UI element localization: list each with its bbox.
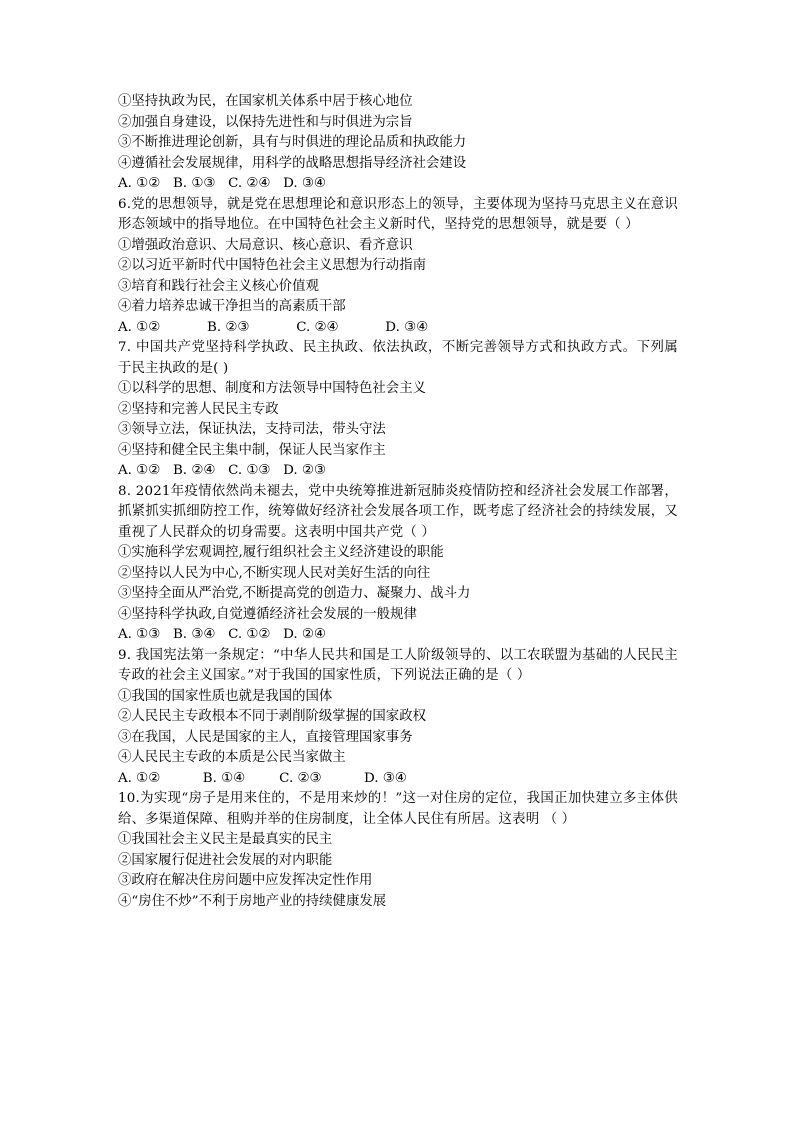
option-line: ②加强自身建设，以保持先进性和与时俱进为宗旨 <box>118 114 413 130</box>
option-line: ④着力培养忠诚干净担当的高素质干部 <box>118 299 346 314</box>
option-line: ①我国社会主义民主是最真实的民主 <box>118 832 333 847</box>
answer-choices: A. ①③ B. ③④ C. ①② D. ②④ <box>118 627 326 642</box>
question-10-stem: 10.为实现“房子是用来住的，不是用来炒的！”这一对住房的定位，我国正加快建立多主体供给、多渠道保障、租购并举的住房制度，让全体人民住有所居。这表明 （ ） <box>118 791 678 827</box>
answer-choices: A. ①② B. ①③ C. ②④ D. ③④ <box>118 176 326 191</box>
option-line: ③不断推进理论创新，具有与时俱进的理论品质和执政能力 <box>118 135 467 150</box>
option-line: ②国家履行促进社会发展的对内职能 <box>118 852 333 868</box>
option-line: ①我国的国家性质也就是我国的国体 <box>118 688 333 704</box>
question-content <box>118 92 678 912</box>
option-line: ①以科学的思想、制度和方法领导中国特色社会主义 <box>118 381 426 396</box>
question-6-stem: 6.党的思想领导，就是党在思想理论和意识形态上的领导，主要体现为坚持马克思主义在意识形态领域中的指导地位。在中国特色社会主义新时代，坚持党的思想领导，就是要（ ） <box>118 196 678 232</box>
option-line: ③在我国，人民是国家的主人，直接管理国家事务 <box>118 729 413 745</box>
option-line: ④“房住不炒”不利于房地产业的持续健康发展 <box>118 893 387 909</box>
question-8-stem: 8. 2021年疫情依然尚未褪去，党中央统筹推进新冠肺炎疫情防控和经济社会发展工作部署，抓紧抓实抓细防控工作，统筹做好经济社会发展各项工作，既考虑了经济社会的持续发展，又重视了人民群众的切身需要。这表明中国共产党（ ） <box>118 483 678 540</box>
option-line: ④人民民主专政的本质是公民当家做主 <box>118 750 346 765</box>
answer-choices: A. ①② B. ②④ C. ①③ D. ②③ <box>118 463 326 478</box>
question-9-stem: 9. 我国宪法第一条规定：“中华人民共和国是工人阶级领导的、以工农联盟为基础的人民民主专政的社会主义国家。”对于我国的国家性质，下列说法正确的是（ ） <box>118 647 678 683</box>
option-line: ①实施科学宏观调控,履行组织社会主义经济建设的职能 <box>118 545 444 560</box>
option-line: ②坚持和完善人民民主专政 <box>118 401 279 417</box>
question-7-stem: 7. 中国共产党坚持科学执政、民主执政、依法执政，不断完善领导方式和执政方式。下列属于民主执政的是( ) <box>118 340 678 376</box>
option-line: ③政府在解决住房问题中应发挥决定性作用 <box>118 873 373 888</box>
option-line: ③坚持全面从严治党,不断提高党的创造力、凝聚力、战斗力 <box>118 586 471 601</box>
option-line: ④坚持和健全民主集中制，保证人民当家作主 <box>118 442 386 458</box>
option-line: ④遵循社会发展规律，用科学的战略思想指导经济社会建设 <box>118 155 467 171</box>
answer-choices: A. ①② B. ①④ C. ②③ D. ③④ <box>118 770 407 786</box>
option-line: ①坚持执政为民，在国家机关体系中居于核心地位 <box>118 94 413 109</box>
answer-choices: A. ①② B. ②③ C. ②④ D. ③④ <box>118 319 429 335</box>
option-line: ②坚持以人民为中心,不断实现人民对美好生活的向往 <box>118 565 431 581</box>
option-line: ③培育和践行社会主义核心价值观 <box>118 278 319 294</box>
option-line: ③领导立法，保证执法，支持司法，带头守法 <box>118 422 386 437</box>
option-line: ②人民民主专政根本不同于剥削阶级掌握的国家政权 <box>118 709 426 724</box>
option-line: ①增强政治意识、大局意识、核心意识、看齐意识 <box>118 237 413 253</box>
option-line: ④坚持科学执政,自觉遵循经济社会发展的一般规律 <box>118 606 417 622</box>
option-line: ②以习近平新时代中国特色社会主义思想为行动指南 <box>118 258 426 273</box>
